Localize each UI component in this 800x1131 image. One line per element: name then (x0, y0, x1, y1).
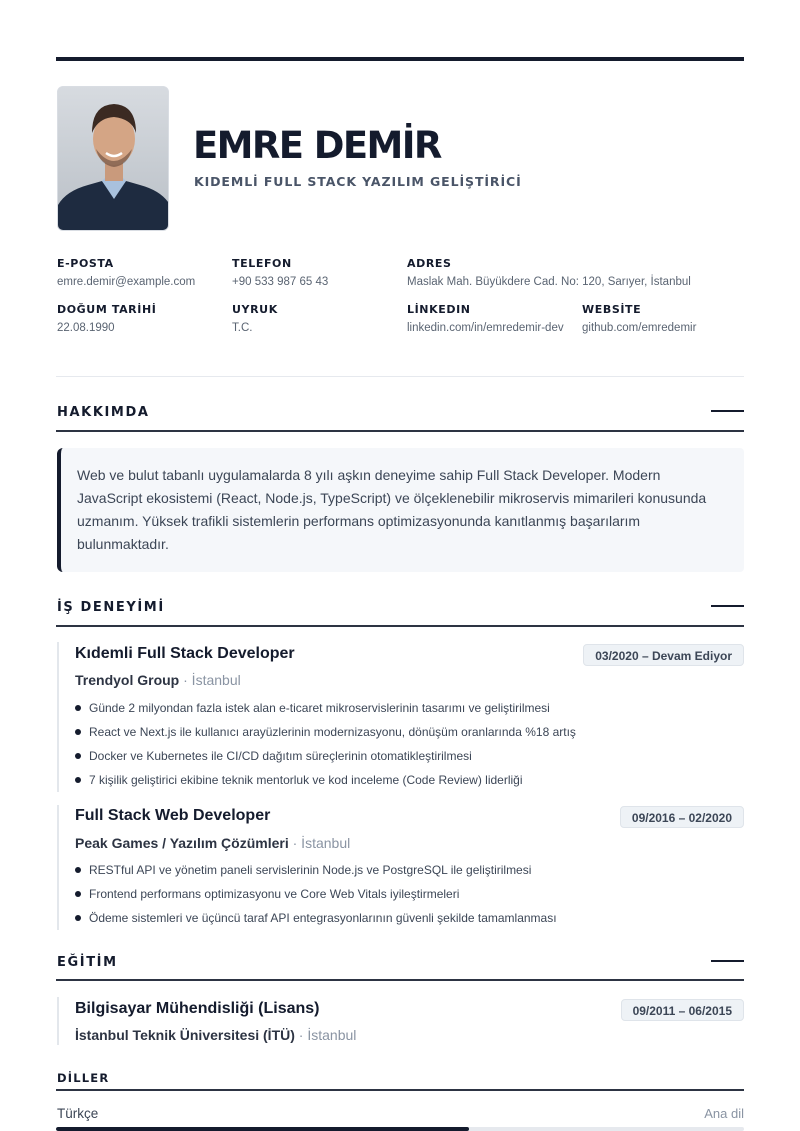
education-degree: Bilgisayar Mühendisliği (Lisans) (75, 1000, 320, 1017)
top-rule (56, 57, 744, 61)
job-2-company (75, 835, 350, 851)
list-item: Frontend performans optimizasyonu ve Core Web Vitals iyileştirmeleri (75, 882, 715, 906)
education-date-badge: 09/2011 – 06/2015 (621, 999, 744, 1021)
language-proficiency-fill (56, 1127, 469, 1131)
list-item: Ödeme sistemleri ve üçüncü taraf API entegrasyonlarının güvenli şekilde tamamlanması (75, 906, 715, 930)
birth-date-value: 22.08.1990 (57, 322, 115, 334)
language-proficiency-bar (56, 1127, 744, 1131)
job-1-title: Kıdemli Full Stack Developer (75, 645, 295, 662)
nationality-value: T.C. (232, 322, 253, 334)
job-1-location: · İstanbul (183, 672, 241, 688)
nationality-label: UYRUK (232, 303, 278, 316)
languages-heading: DİLLER (57, 1071, 110, 1085)
job-1-company (75, 672, 241, 688)
language-level: Ana dil (704, 1106, 744, 1121)
education-heading-rule (56, 979, 744, 981)
birth-date-label: DOĞUM TARİHİ (57, 303, 157, 316)
website-label: WEBSİTE (582, 303, 642, 316)
experience-heading-dash (711, 605, 744, 607)
job-2-title: Full Stack Web Developer (75, 807, 271, 824)
education-location: · İstanbul (298, 1027, 357, 1043)
job-2-bullets (75, 858, 715, 930)
job-2-location: · İstanbul (292, 835, 351, 851)
about-text: Web ve bulut tabanlı uygulamalarda 8 yılı aşkın deneyime sahip Full Stack Developer. Modern JavaScript ekosistemi (React, Node.js, TypeScript) ve ölçeklenebilir mikroservis mimarileri konusunda uzmanım. Yüksek trafikli sistemlerin performans optimizasyonunda kanıtlanmış başarılarım bulunmaktadır. (77, 467, 707, 552)
linkedin-label: LİNKEDIN (407, 303, 471, 316)
list-item: Docker ve Kubernetes ile CI/CD dağıtım süreçlerinin otomatikleştirilmesi (75, 744, 715, 768)
education-heading: EĞİTİM (57, 955, 118, 970)
phone-label: TELEFON (232, 257, 292, 270)
experience-heading-rule (56, 625, 744, 627)
profile-photo (57, 86, 169, 231)
address-value: Maslak Mah. Büyükdere Cad. No: 120, Sarıyer, İstanbul (407, 276, 691, 288)
education-heading-dash (711, 960, 744, 962)
education-school-name: İstanbul Teknik Üniversitesi (İTÜ) (75, 1027, 295, 1043)
education-school (75, 1027, 356, 1043)
email-value[interactable]: emre.demir@example.com (57, 276, 196, 288)
list-item: React ve Next.js ile kullanıcı arayüzlerinin modernizasyonu, dönüşüm oranlarında %18 artış (75, 720, 715, 744)
website-link[interactable]: github.com/emredemir (582, 322, 697, 334)
language-name: Türkçe (57, 1106, 99, 1121)
about-heading-dash (711, 410, 744, 412)
person-name: EMRE DEMİR (193, 124, 441, 167)
job-1-bullets (75, 696, 715, 792)
list-item: RESTful API ve yönetim paneli servislerinin Node.js ve PostgreSQL ile geliştirilmesi (75, 858, 715, 882)
linkedin-link[interactable]: linkedin.com/in/emredemir-dev (407, 322, 564, 334)
about-summary (57, 448, 744, 572)
email-label: E-POSTA (57, 257, 114, 270)
job-2-accent-bar (57, 805, 59, 930)
about-heading: HAKKIMDA (57, 405, 150, 420)
list-item: Günde 2 milyondan fazla istek alan e-ticaret mikroservislerinin tasarımı ve geliştirilmesi (75, 696, 715, 720)
list-item: 7 kişilik geliştirici ekibine teknik mentorluk ve kod inceleme (Code Review) liderliği (75, 768, 715, 792)
languages-heading-rule (56, 1089, 744, 1091)
job-1-accent-bar (57, 642, 59, 792)
about-heading-rule (56, 430, 744, 432)
address-label: ADRES (407, 257, 452, 270)
job-headline: KIDEMLİ FULL STACK YAZILIM GELİŞTİRİCİ (194, 174, 522, 189)
job-2-company-name: Peak Games / Yazılım Çözümleri (75, 835, 289, 851)
education-accent-bar (57, 997, 59, 1045)
header-divider (56, 376, 744, 377)
job-1-date-badge: 03/2020 – Devam Ediyor (583, 644, 744, 666)
job-1-company-name: Trendyol Group (75, 672, 180, 688)
phone-value[interactable]: +90 533 987 65 43 (232, 276, 329, 288)
experience-heading: İŞ DENEYİMİ (57, 600, 165, 615)
job-2-date-badge: 09/2016 – 02/2020 (620, 806, 744, 828)
